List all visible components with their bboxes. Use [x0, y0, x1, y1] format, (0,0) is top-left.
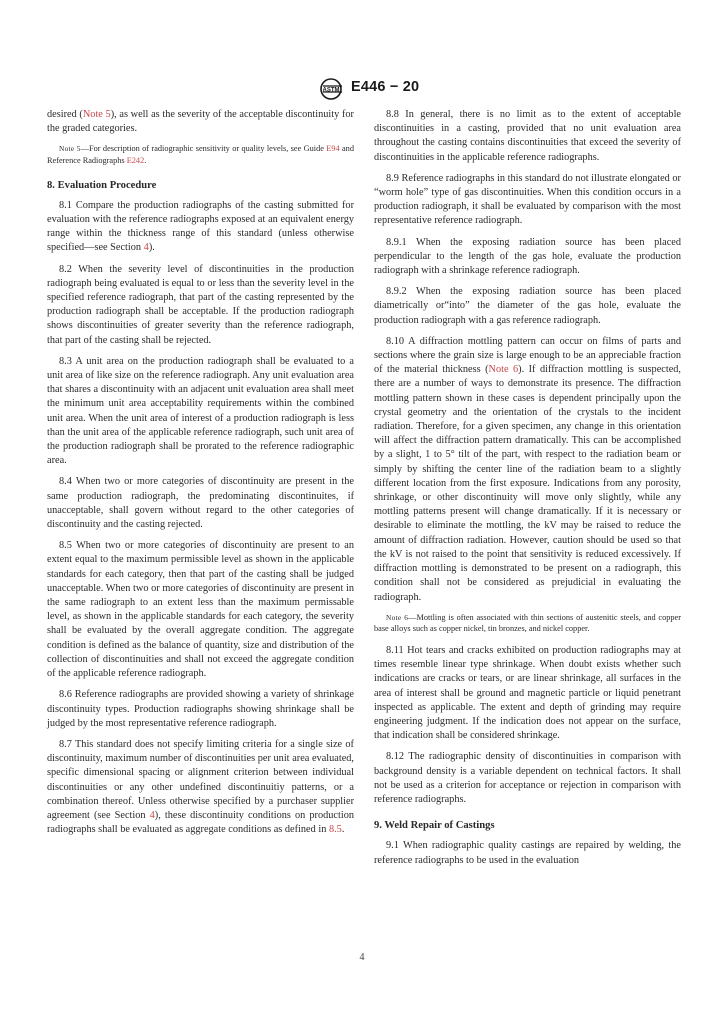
- paragraph-8-11: 8.11 Hot tears and cracks exhibited on production radiographs may at times resemble linear type shrinkage. When doubt exists whether such indications are cracks or tears, or are linear shrinkage, all surfaces in the area of interest shall be ground and magnetic particle or liquid penetrant inspected as applicable. The extent and depth of grinding may require engineering judgment. If the indication does not appear on the surface, that indication shall be considered shrinkage.: [374, 644, 681, 742]
- section-4-link[interactable]: 4: [149, 809, 155, 821]
- note-6: Note 6—Mottling is often associated with thin sections of austenitic steels, and copper base alloys such as copper nickel, tin bronzes, and nickel copper.: [374, 612, 681, 634]
- paragraph-continuation: desired (Note 5), as well as the severity of the acceptable discontinuity for the graded categories.: [47, 109, 354, 135]
- paragraph-8-5: 8.5 When two or more categories of discontinuity are present to an extent equal to the maximum permissible level as shown in the applicable standards for each category, then that part of the casting shall be judged unacceptable. When two or more categories of discontinuity are present in the same radiograph to an extent less than the maximum permissable level, as shown in the applicable standards for each category, the severity shall be evaluated by the overall aggregate condition. The aggregate condition is defined as the balance of quantity, size and distribution of the collection of discontinuities and shall not exceed the aggregate condition of the applicable reference radiograph.: [47, 540, 354, 680]
- section-9-heading: 9. Weld Repair of Castings: [374, 820, 495, 832]
- paragraph-8-12: 8.12 The radiographic density of discontinuities in comparison with background density is a variable dependent on technical factors. It shall not be used as a criterion for acceptance or rejection in comparison with reference radiographs.: [374, 751, 681, 805]
- paragraph-8-9-1: 8.9.1 When the exposing radiation source has been placed perpendicular to the length of the gas hole, evaluate the production radiograph with a shrinkage reference radiograph.: [374, 236, 681, 277]
- paragraph-8-4: 8.4 When two or more categories of discontinuity are present in the same production radiograph, the predominating discontinuites, if unacceptable, shall govern without regard to the other categories of discontinuity and the casting rejected.: [47, 476, 354, 531]
- page-header: [0, 78, 724, 100]
- paragraph-8-3: 8.3 A unit area on the production radiograph shall be evaluated to a unit area of like size on the reference radiograph. Any unit evaluation area that shares a discontinuity with an adjacent unit evaluation area shall meet the minimum unit area acceptability requirements within the combined unit area. When the unit area of interest of a production radiograph is less than the unit area of the applicable reference radiograph, such unit area of the production radiograph shall be prorated to the reference radiographic area.: [47, 355, 354, 467]
- paragraph-8-9-2: 8.9.2 When the exposing radiation source has been placed diametrically or“into” the diameter of the gas hole, evaluate the production radiograph with a gas reference radiograph.: [374, 286, 681, 326]
- page-number: 4: [359, 952, 365, 963]
- section-4-link[interactable]: 4: [143, 242, 149, 254]
- e242-link[interactable]: E242: [126, 156, 145, 165]
- paragraph-8-1: 8.1 Compare the production radiographs of the casting submitted for evaluation with the reference radiographs exposed at an equivalent energy range within the thickness range of this standard (unless otherwise specified—see Section 4).: [47, 199, 354, 254]
- paragraph-9-1: 9.1 When radiographic quality castings are repaired by welding, the reference radiographs to be used in the evaluation: [374, 840, 681, 866]
- paragraph-8-2: 8.2 When the severity level of discontinuities in the production radiograph being evaluated is equal to or less than the severity level in the specified reference radiograph, that part of the casting represented by the production radiograph shall be acceptable. If the production radiograph shows discontinuities of greater severity than the reference radiograph, that part of the casting shall be rejected.: [47, 263, 354, 346]
- svg-text:ASTM: ASTM: [322, 87, 340, 94]
- right-column: [374, 108, 681, 875]
- paragraph-8-8: 8.8 In general, there is no limit as to the extent of acceptable discontinuities in a casting, provided that no unit evaluation area throughout the casting contains discontinuities that exceed the severity of discontinuities in the applicable reference radiographs.: [374, 109, 681, 163]
- paragraph-8-6: 8.6 Reference radiographs are provided showing a variety of shrinkage discontinuity types. Production radiographs showing shrinkage shall be judged by the most representative reference radiograph.: [47, 689, 354, 729]
- paragraph-8-9: 8.9 Reference radiographs in this standard do not illustrate elongated or “worm hole” type of gas discontinuities. When this condition occurs in a production radiograph, it shall be evaluated by comparison with the most representative reference radiograph.: [374, 172, 681, 227]
- note-6-link[interactable]: Note 6: [488, 364, 519, 376]
- astm-logo-icon: [320, 78, 346, 100]
- section-8-5-link[interactable]: 8.5: [328, 824, 342, 836]
- paragraph-8-7: 8.7 This standard does not specify limiting criteria for a single size of discontinuity, maximum number of discontinuities per unit area evaluated, specific dimensional spacing or alignment criterion between individual discontinuities or any other undefined discontinuitiy patterns, or a combination thereof. Unless otherwise specified by a purchaser supplier agreement (see Section 4), these discontinuity conditions on production radiographs shall be evaluated as aggregate conditions as defined in 8.5.: [47, 738, 354, 836]
- note-5: Note 5—For description of radiographic sensitivity or quality levels, see Guide E94 and Reference Radiographs E242.: [47, 144, 354, 165]
- section-8-heading: 8. Evaluation Procedure: [47, 179, 157, 191]
- e94-link[interactable]: E94: [326, 144, 340, 154]
- standard-designation: E446 − 20: [351, 79, 420, 95]
- note-5-link[interactable]: Note 5: [82, 109, 111, 120]
- paragraph-8-10: 8.10 A diffraction mottling pattern can occur on films of parts and sections where the grain size is large enough to be an appreciable fraction of the material thickness (Note 6). If diffraction mottling is suspected, there are a number of ways to demonstrate its presence. The diffraction mottling pattern shown in these cases is dependent principally upon the crystal geometry and the orientation of the crystals to the incident radiation. Therefore, for a given specimen, any change in this orientation will affect the diffraction pattern dramatically. This can be accomplished by a slight, 1 to 5° tilt of the part, with respect to the radiation beam or simply by shifting the center line of the radiation beam to a slightly different location from the first exposure. Indications from any porosity, shrinkage, or other discontinuity will move only slightly, while any mottling patterns present will change dramatically. If it is necessary or desirable to eliminate the mottling, the kV may be raised to reduce the amount of diffraction radiation. However, caution should be used so that the kV is not raised to the point that sensitivity is reduced excessively. If diffraction mottling is demonstrated to be present on a radiograph, this condition shall not be considered as prejudicial in evaluating the radiograph.: [374, 335, 681, 603]
- left-column: [47, 108, 354, 844]
